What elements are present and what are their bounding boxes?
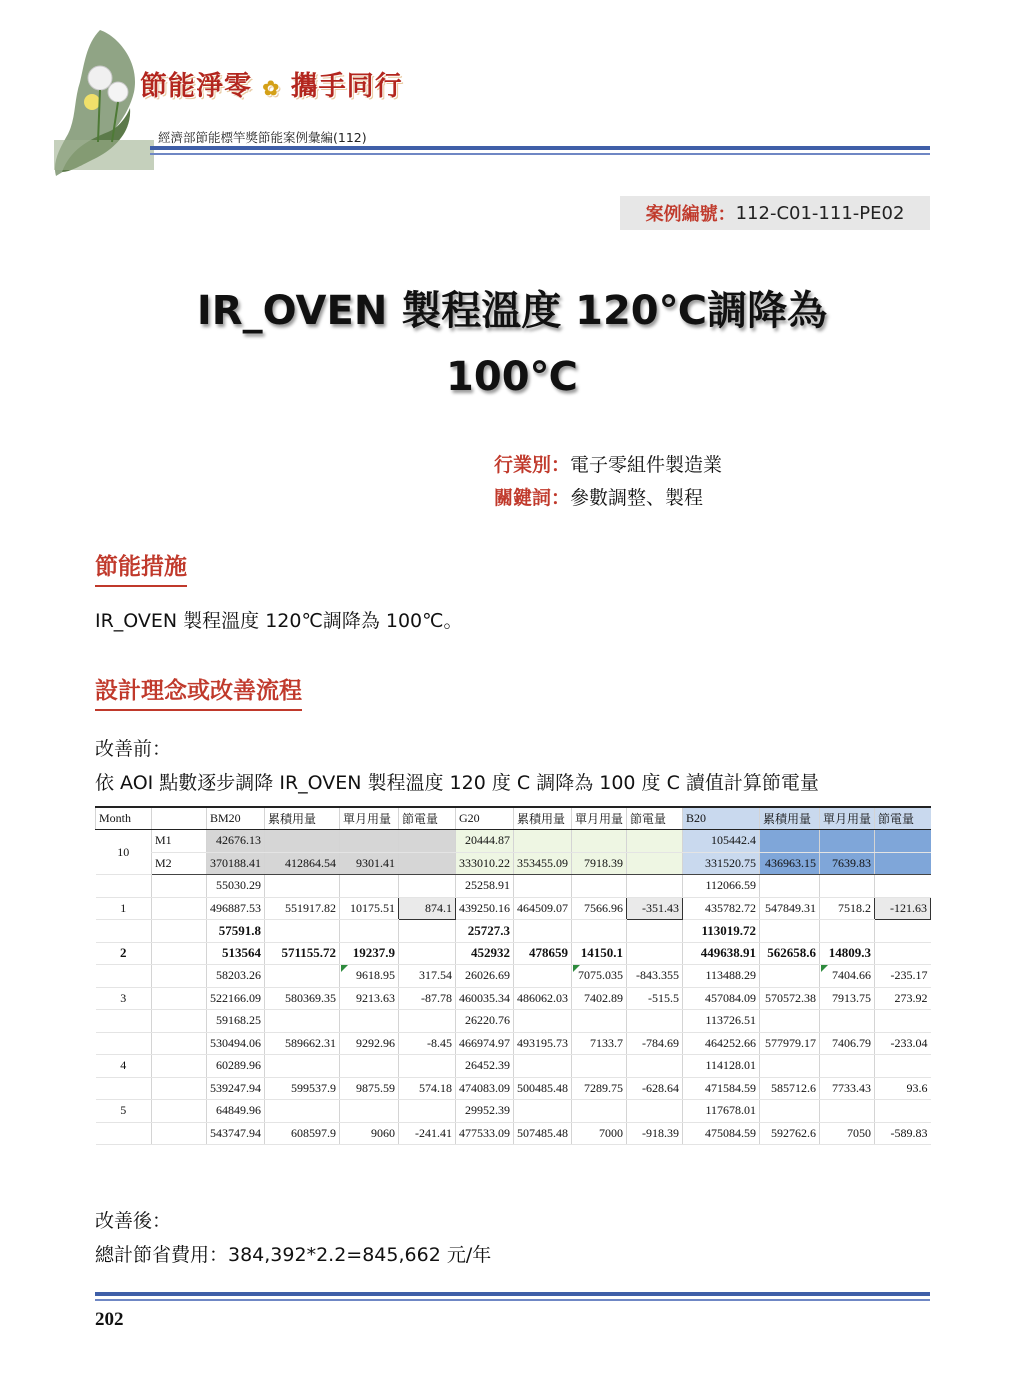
table-cell: -121.63 bbox=[875, 897, 931, 920]
table-cell bbox=[265, 875, 340, 898]
table-cell: 457084.09 bbox=[683, 987, 760, 1010]
table-cell: -351.43 bbox=[627, 897, 683, 920]
table-cell bbox=[399, 1010, 456, 1033]
table-cell: 580369.35 bbox=[265, 987, 340, 1010]
table-header-cell: Month bbox=[96, 807, 152, 830]
table-cell: 507485.48 bbox=[514, 1122, 572, 1145]
month-cell: 3 bbox=[96, 987, 152, 1010]
table-cell: 105442.4 bbox=[683, 830, 760, 853]
table-cell bbox=[820, 1055, 875, 1078]
table-cell: 7518.2 bbox=[820, 897, 875, 920]
table-cell bbox=[399, 875, 456, 898]
table-cell bbox=[627, 875, 683, 898]
table-header-cell: 單月用量 bbox=[572, 807, 627, 830]
table-cell bbox=[265, 1010, 340, 1033]
table-cell bbox=[627, 920, 683, 943]
table-cell: 874.1 bbox=[399, 897, 456, 920]
table-row bbox=[96, 1077, 931, 1100]
month-cell: 10 bbox=[96, 830, 152, 875]
header-divider-thin bbox=[150, 153, 930, 155]
table-cell bbox=[152, 920, 207, 943]
table-cell: 10175.51 bbox=[340, 897, 399, 920]
measures-heading: 節能措施 bbox=[95, 548, 187, 587]
table-cell bbox=[514, 920, 572, 943]
table-cell: 112066.59 bbox=[683, 875, 760, 898]
table-row bbox=[96, 920, 931, 943]
table-cell bbox=[340, 1010, 399, 1033]
table-cell bbox=[627, 830, 683, 853]
table-header-cell: 累積用量 bbox=[265, 807, 340, 830]
table-header-cell: 累積用量 bbox=[514, 807, 572, 830]
table-cell: 29952.39 bbox=[456, 1100, 514, 1123]
table-cell bbox=[152, 942, 207, 965]
table-cell: M2 bbox=[152, 852, 207, 875]
table-cell: 513564 bbox=[207, 942, 265, 965]
table-cell: 7639.83 bbox=[820, 852, 875, 875]
table-cell bbox=[627, 1010, 683, 1033]
table-cell bbox=[627, 852, 683, 875]
table-cell bbox=[399, 1100, 456, 1123]
power-data-table bbox=[95, 806, 931, 1145]
after-label: 改善後： bbox=[95, 1210, 172, 1232]
table-cell: 20444.87 bbox=[456, 830, 514, 853]
table-cell bbox=[760, 920, 820, 943]
industry-value: 電子零組件製造業 bbox=[570, 454, 723, 476]
after-text: 總計節省費用：384,392*2.2=845,662 元/年 bbox=[95, 1244, 492, 1266]
table-cell bbox=[760, 1055, 820, 1078]
table-cell bbox=[514, 1055, 572, 1078]
table-cell: 460035.34 bbox=[456, 987, 514, 1010]
table-cell: -87.78 bbox=[399, 987, 456, 1010]
table-cell bbox=[514, 1010, 572, 1033]
table-cell bbox=[152, 1032, 207, 1055]
table-header-cell: 節電量 bbox=[627, 807, 683, 830]
table-cell: 522166.09 bbox=[207, 987, 265, 1010]
table-cell bbox=[627, 1055, 683, 1078]
table-cell: 113019.72 bbox=[683, 920, 760, 943]
table-cell bbox=[875, 1010, 931, 1033]
table-cell bbox=[627, 1100, 683, 1123]
case-number-value: 112-C01-111-PE02 bbox=[735, 202, 905, 224]
table-cell: 7133.7 bbox=[572, 1032, 627, 1055]
table-cell: M1 bbox=[152, 830, 207, 853]
month-cell bbox=[96, 1032, 152, 1055]
table-cell: 333010.22 bbox=[456, 852, 514, 875]
table-cell: 478659 bbox=[514, 942, 572, 965]
table-cell: 562658.6 bbox=[760, 942, 820, 965]
table-cell: 7075.035 bbox=[572, 965, 627, 988]
header-subtitle: 經濟部節能標竿獎節能案例彙編(112) bbox=[158, 130, 367, 145]
table-cell: 9060 bbox=[340, 1122, 399, 1145]
table-cell: 547849.31 bbox=[760, 897, 820, 920]
table-cell: 7402.89 bbox=[572, 987, 627, 1010]
table-cell: 530494.06 bbox=[207, 1032, 265, 1055]
table-cell: 19237.9 bbox=[340, 942, 399, 965]
table-cell: 7566.96 bbox=[572, 897, 627, 920]
slogan-left: 節能淨零 bbox=[140, 71, 252, 102]
table-cell bbox=[340, 1100, 399, 1123]
before-text: 依 AOI 點數逐步調降 IR_OVEN 製程溫度 120 度 C 調降為 100 度 C 讀值計算節電量 bbox=[95, 772, 819, 794]
table-cell: 26452.39 bbox=[456, 1055, 514, 1078]
case-number-label: 案例編號： bbox=[645, 204, 736, 225]
table-row bbox=[96, 987, 931, 1010]
before-label: 改善前： bbox=[95, 738, 172, 760]
keywords-row bbox=[494, 483, 703, 510]
table-cell bbox=[265, 1100, 340, 1123]
table-cell bbox=[875, 875, 931, 898]
table-cell: 9618.95 bbox=[340, 965, 399, 988]
table-cell bbox=[340, 1055, 399, 1078]
table-cell bbox=[820, 1100, 875, 1123]
table-row bbox=[96, 1055, 931, 1078]
table-cell bbox=[152, 875, 207, 898]
table-cell: -233.04 bbox=[875, 1032, 931, 1055]
table-cell: -628.64 bbox=[627, 1077, 683, 1100]
table-cell: 475084.59 bbox=[683, 1122, 760, 1145]
month-cell bbox=[96, 965, 152, 988]
table-cell: 25727.3 bbox=[456, 920, 514, 943]
table-cell: 493195.73 bbox=[514, 1032, 572, 1055]
slogan-right: 攜手同行 bbox=[290, 71, 403, 102]
table-cell bbox=[152, 987, 207, 1010]
month-cell: 5 bbox=[96, 1100, 152, 1123]
table-header-cell: 節電量 bbox=[875, 807, 931, 830]
table-cell: 7289.75 bbox=[572, 1077, 627, 1100]
table-cell bbox=[152, 1055, 207, 1078]
table-cell: 64849.96 bbox=[207, 1100, 265, 1123]
table-cell: 9292.96 bbox=[340, 1032, 399, 1055]
table-cell: 486062.03 bbox=[514, 987, 572, 1010]
table-cell bbox=[514, 1100, 572, 1123]
table-cell bbox=[152, 897, 207, 920]
table-header-row bbox=[96, 807, 931, 830]
table-cell bbox=[572, 920, 627, 943]
table-cell: -918.39 bbox=[627, 1122, 683, 1145]
footer-divider bbox=[95, 1292, 930, 1296]
table-cell: 464252.66 bbox=[683, 1032, 760, 1055]
table-cell: 435782.72 bbox=[683, 897, 760, 920]
table-cell bbox=[340, 830, 399, 853]
table-cell bbox=[399, 830, 456, 853]
table-cell: 452932 bbox=[456, 942, 514, 965]
table-row bbox=[96, 1100, 931, 1123]
table-header-cell: BM20 bbox=[207, 807, 265, 830]
table-cell: -589.83 bbox=[875, 1122, 931, 1145]
page-title bbox=[60, 278, 964, 410]
table-cell: 592762.6 bbox=[760, 1122, 820, 1145]
table-cell bbox=[820, 920, 875, 943]
table-cell bbox=[572, 1010, 627, 1033]
table-cell: -784.69 bbox=[627, 1032, 683, 1055]
table-cell bbox=[760, 875, 820, 898]
table-cell bbox=[265, 830, 340, 853]
title-line-2: 100℃ bbox=[446, 354, 578, 400]
table-cell bbox=[820, 875, 875, 898]
table-cell bbox=[152, 1077, 207, 1100]
table-cell bbox=[152, 1122, 207, 1145]
month-cell bbox=[96, 1077, 152, 1100]
table-cell bbox=[340, 920, 399, 943]
table-header-cell: 累積用量 bbox=[760, 807, 820, 830]
table-cell: 7913.75 bbox=[820, 987, 875, 1010]
table-cell: -843.355 bbox=[627, 965, 683, 988]
table-cell: 589662.31 bbox=[265, 1032, 340, 1055]
table-cell bbox=[572, 830, 627, 853]
table-cell: 93.6 bbox=[875, 1077, 931, 1100]
table-cell bbox=[399, 852, 456, 875]
table-row bbox=[96, 942, 931, 965]
table-row bbox=[96, 830, 931, 853]
table-cell: 464509.07 bbox=[514, 897, 572, 920]
table-cell bbox=[399, 920, 456, 943]
table-cell: 14809.3 bbox=[820, 942, 875, 965]
table-cell bbox=[875, 852, 931, 875]
table-cell: 114128.01 bbox=[683, 1055, 760, 1078]
table-header-cell: B20 bbox=[683, 807, 760, 830]
table-cell: 496887.53 bbox=[207, 897, 265, 920]
table-cell: 500485.48 bbox=[514, 1077, 572, 1100]
table-cell: 331520.75 bbox=[683, 852, 760, 875]
table-cell bbox=[152, 1100, 207, 1123]
table-cell bbox=[265, 920, 340, 943]
table-header-cell: 單月用量 bbox=[820, 807, 875, 830]
table-cell: 449638.91 bbox=[683, 942, 760, 965]
table-row bbox=[96, 852, 931, 875]
table-cell: 273.92 bbox=[875, 987, 931, 1010]
industry-row bbox=[494, 450, 722, 477]
table-cell: 42676.13 bbox=[207, 830, 265, 853]
table-cell: 26026.69 bbox=[456, 965, 514, 988]
month-cell: 2 bbox=[96, 942, 152, 965]
table-row bbox=[96, 875, 931, 898]
table-cell: 7404.66 bbox=[820, 965, 875, 988]
table-row bbox=[96, 1032, 931, 1055]
table-cell bbox=[399, 942, 456, 965]
design-heading: 設計理念或改善流程 bbox=[95, 672, 302, 711]
table-cell bbox=[514, 875, 572, 898]
table-cell: 317.54 bbox=[399, 965, 456, 988]
table-cell: 9875.59 bbox=[340, 1077, 399, 1100]
header-divider bbox=[150, 146, 930, 150]
table-cell: -241.41 bbox=[399, 1122, 456, 1145]
table-cell bbox=[265, 1055, 340, 1078]
table-cell: 436963.15 bbox=[760, 852, 820, 875]
table-cell: 9301.41 bbox=[340, 852, 399, 875]
month-cell bbox=[96, 875, 152, 898]
table-cell: 7000 bbox=[572, 1122, 627, 1145]
table-cell bbox=[820, 830, 875, 853]
table-cell: -515.5 bbox=[627, 987, 683, 1010]
table-cell: 474083.09 bbox=[456, 1077, 514, 1100]
table-cell: 599537.9 bbox=[265, 1077, 340, 1100]
table-cell bbox=[340, 875, 399, 898]
table-cell: 55030.29 bbox=[207, 875, 265, 898]
table-cell bbox=[875, 920, 931, 943]
table-cell: 59168.25 bbox=[207, 1010, 265, 1033]
table-cell: 543747.94 bbox=[207, 1122, 265, 1145]
table-cell: 60289.96 bbox=[207, 1055, 265, 1078]
table-header-cell: G20 bbox=[456, 807, 514, 830]
table-row bbox=[96, 1122, 931, 1145]
month-cell: 4 bbox=[96, 1055, 152, 1078]
table-cell: 7733.43 bbox=[820, 1077, 875, 1100]
keywords-label: 關鍵詞： bbox=[494, 487, 571, 509]
table-cell bbox=[760, 1010, 820, 1033]
table-cell bbox=[875, 1100, 931, 1123]
table-cell bbox=[760, 1100, 820, 1123]
table-cell: 585712.6 bbox=[760, 1077, 820, 1100]
table-cell: 14150.1 bbox=[572, 942, 627, 965]
table-header-cell: 單月用量 bbox=[340, 807, 399, 830]
table-row bbox=[96, 1010, 931, 1033]
table-cell bbox=[572, 1100, 627, 1123]
keywords-value: 參數調整、製程 bbox=[570, 487, 704, 509]
table-cell bbox=[875, 830, 931, 853]
table-header-cell: 節電量 bbox=[399, 807, 456, 830]
table-cell: 7050 bbox=[820, 1122, 875, 1145]
slogan bbox=[140, 64, 403, 103]
table-cell bbox=[572, 875, 627, 898]
table-cell bbox=[399, 1055, 456, 1078]
table-row bbox=[96, 897, 931, 920]
table-cell: 25258.91 bbox=[456, 875, 514, 898]
table-cell: 570572.38 bbox=[760, 987, 820, 1010]
table-cell: 353455.09 bbox=[514, 852, 572, 875]
table-cell: 113488.29 bbox=[683, 965, 760, 988]
table-cell: 113726.51 bbox=[683, 1010, 760, 1033]
table-cell: 57591.8 bbox=[207, 920, 265, 943]
table-cell bbox=[627, 942, 683, 965]
table-cell bbox=[572, 1055, 627, 1078]
table-cell: -235.17 bbox=[875, 965, 931, 988]
table-header-cell bbox=[152, 807, 207, 830]
month-cell bbox=[96, 1010, 152, 1033]
table-cell bbox=[820, 1010, 875, 1033]
footer-divider-thin bbox=[95, 1299, 930, 1301]
table-cell: 439250.16 bbox=[456, 897, 514, 920]
table-cell: 370188.41 bbox=[207, 852, 265, 875]
month-cell bbox=[96, 1122, 152, 1145]
table-cell bbox=[152, 1010, 207, 1033]
table-cell: 7918.39 bbox=[572, 852, 627, 875]
industry-label: 行業別： bbox=[494, 454, 571, 476]
month-cell bbox=[96, 920, 152, 943]
table-cell: 7406.79 bbox=[820, 1032, 875, 1055]
table-cell: 577979.17 bbox=[760, 1032, 820, 1055]
table-cell: 571155.72 bbox=[265, 942, 340, 965]
page-number: 202 bbox=[95, 1309, 124, 1330]
table-cell bbox=[875, 942, 931, 965]
table-cell: 412864.54 bbox=[265, 852, 340, 875]
table-cell: 551917.82 bbox=[265, 897, 340, 920]
measures-text: IR_OVEN 製程溫度 120℃調降為 100℃。 bbox=[95, 610, 463, 632]
month-cell: 1 bbox=[96, 897, 152, 920]
table-row bbox=[96, 965, 931, 988]
table-cell: 58203.26 bbox=[207, 965, 265, 988]
table-cell: 539247.94 bbox=[207, 1077, 265, 1100]
table-cell: 608597.9 bbox=[265, 1122, 340, 1145]
flower-emblem-icon: ✿ bbox=[262, 76, 281, 100]
table-cell bbox=[760, 830, 820, 853]
case-number-box bbox=[620, 196, 930, 230]
table-cell bbox=[152, 965, 207, 988]
table-cell bbox=[875, 1055, 931, 1078]
table-cell bbox=[760, 965, 820, 988]
table-cell: 117678.01 bbox=[683, 1100, 760, 1123]
table-cell bbox=[514, 830, 572, 853]
table-cell: 26220.76 bbox=[456, 1010, 514, 1033]
table-cell: 471584.59 bbox=[683, 1077, 760, 1100]
table-cell: 9213.63 bbox=[340, 987, 399, 1010]
title-line-1: IR_OVEN 製程溫度 120℃調降為 bbox=[196, 288, 828, 334]
table-cell bbox=[514, 965, 572, 988]
table-cell: 477533.09 bbox=[456, 1122, 514, 1145]
table-cell: 574.18 bbox=[399, 1077, 456, 1100]
table-cell bbox=[265, 965, 340, 988]
table-cell: 466974.97 bbox=[456, 1032, 514, 1055]
table-cell: -8.45 bbox=[399, 1032, 456, 1055]
